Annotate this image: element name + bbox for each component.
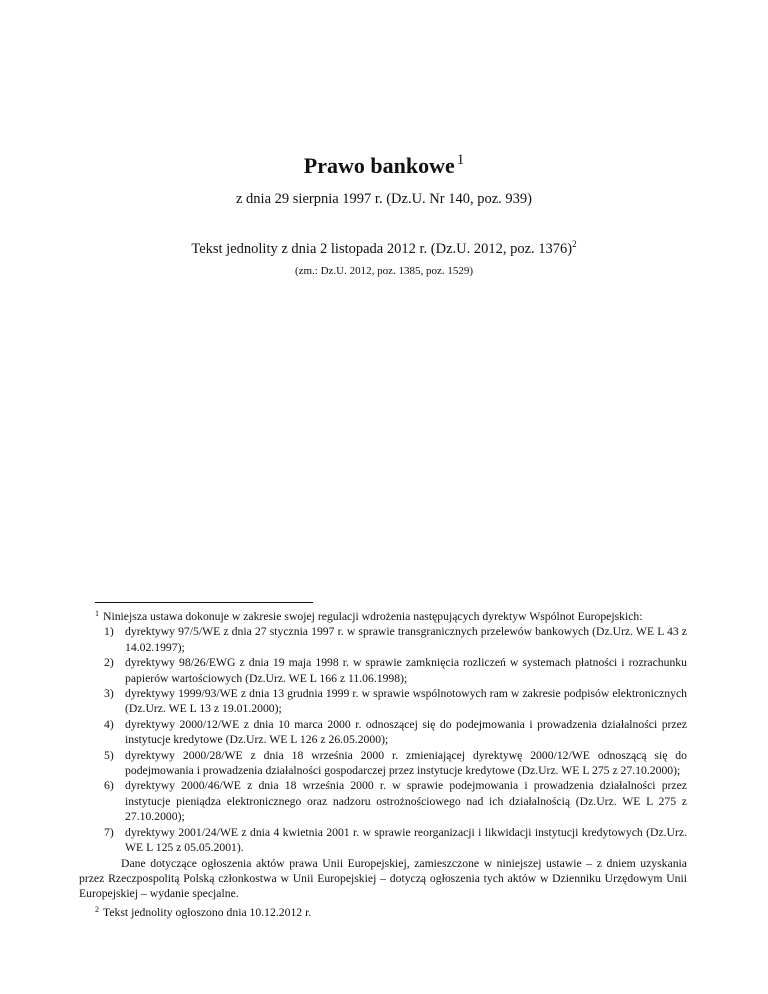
footnotes	[79, 606, 687, 920]
list-item	[79, 624, 687, 655]
list-item-text: dyrektywy 1999/93/WE z dnia 13 grudnia 1999 r. w sprawie wspólnotowych ram w zakresie podpisów elektronicznych (Dz.Urz. WE L 13 z 19.01.2000);	[125, 687, 687, 716]
list-item-text: dyrektywy 2000/12/WE z dnia 10 marca 2000 r. odnoszącej się do podejmowania i prowadzenia działalności przez instytucje kredytowe (Dz.Urz. WE L 126 z 26.05.2000);	[125, 717, 687, 747]
footnote-separator	[95, 602, 313, 603]
list-item-number: 2)	[104, 656, 114, 670]
list-item-text: dyrektywy 2000/28/WE z dnia 18 września 2000 r. zmieniającej dyrektywę 2000/12/WE odnoszącą się do podejmowania i prowadzenia działalności gospodarczej przez instytucje kredytowe (Dz.Urz. WE L 275 z 27.10.2000);	[125, 748, 687, 778]
list-item-text: dyrektywy 97/5/WE z dnia 27 stycznia 1997 r. w sprawie transgranicznych przelewów bankowych (Dz.Urz. WE L 43 z 14.02.1997);	[125, 625, 687, 654]
list-item	[79, 717, 687, 748]
page-title	[0, 145, 768, 181]
list-item-number: 4)	[104, 717, 114, 731]
footnote-1-closing: Dane dotyczące ogłoszenia aktów prawa Unii Europejskiej, zamieszczone w niniejszej ustawie – z dniem uzyskania przez Rzeczpospolitą Polską członkostwa w Unii Europejskiej – dotyczą ogłoszenia tych aktów w Dzienniku Urzędowym Unii Europejskiej – wydanie specjalne.	[79, 856, 687, 901]
list-item-number: 6)	[104, 779, 114, 793]
list-item-number: 7)	[104, 825, 114, 839]
footnote-1-intro-text: Niniejsza ustawa dokonuje w zakresie swojej regulacji wdrożenia następujących dyrektyw Wspólnot Europejskich:	[103, 610, 643, 623]
list-item	[79, 778, 687, 824]
title-text: Prawo bankowe	[303, 153, 455, 178]
list-item-number: 1)	[104, 625, 114, 639]
list-item-text: dyrektywy 98/26/EWG z dnia 19 maja 1998 r. w sprawie zamknięcia rozliczeń w systemach płatności i rozrachunku papierów wartościowych (Dz.Urz. WE L 166 z 11.06.1998);	[125, 656, 687, 685]
list-item	[79, 748, 687, 779]
unified-text-line	[0, 234, 768, 259]
title-footnote-mark: 1	[456, 152, 465, 168]
list-item-number: 5)	[104, 748, 114, 762]
unified-footnote-mark: 2	[572, 239, 577, 249]
list-item	[79, 825, 687, 856]
footnote-1-intro	[79, 606, 687, 624]
unified-text: Tekst jednolity z dnia 2 listopada 2012 r. (Dz.U. 2012, poz. 1376)	[191, 241, 573, 257]
amendments-line: (zm.: Dz.U. 2012, poz. 1385, poz. 1529)	[294, 265, 474, 277]
list-item	[79, 655, 687, 686]
directive-list	[79, 624, 687, 855]
footnote-1-mark: 1	[95, 609, 99, 618]
footnote-2-text: Tekst jednolity ogłoszono dnia 10.12.2012 r.	[103, 905, 312, 919]
footnote-2-mark: 2	[95, 904, 99, 914]
list-item-number: 3)	[104, 687, 114, 701]
list-item-text: dyrektywy 2001/24/WE z dnia 4 kwietnia 2001 r. w sprawie reorganizacji i likwidacji instytucji kredytowych (Dz.Urz. WE L 125 z 05.05.2001).	[125, 825, 687, 855]
list-item-text: dyrektywy 2000/46/WE z dnia 18 września 2000 r. w sprawie podejmowania i prowadzenia działalności przez instytucje pieniądza elektronicznego oraz nadzoru ostrożnościowego nad ich działalnością (Dz.Urz. WE L 275 z 27.10.2000);	[125, 779, 687, 824]
list-item	[79, 686, 687, 717]
act-date-line: z dnia 29 sierpnia 1997 r. (Dz.U. Nr 140, poz. 939)	[236, 191, 532, 207]
footnote-2	[79, 902, 687, 920]
